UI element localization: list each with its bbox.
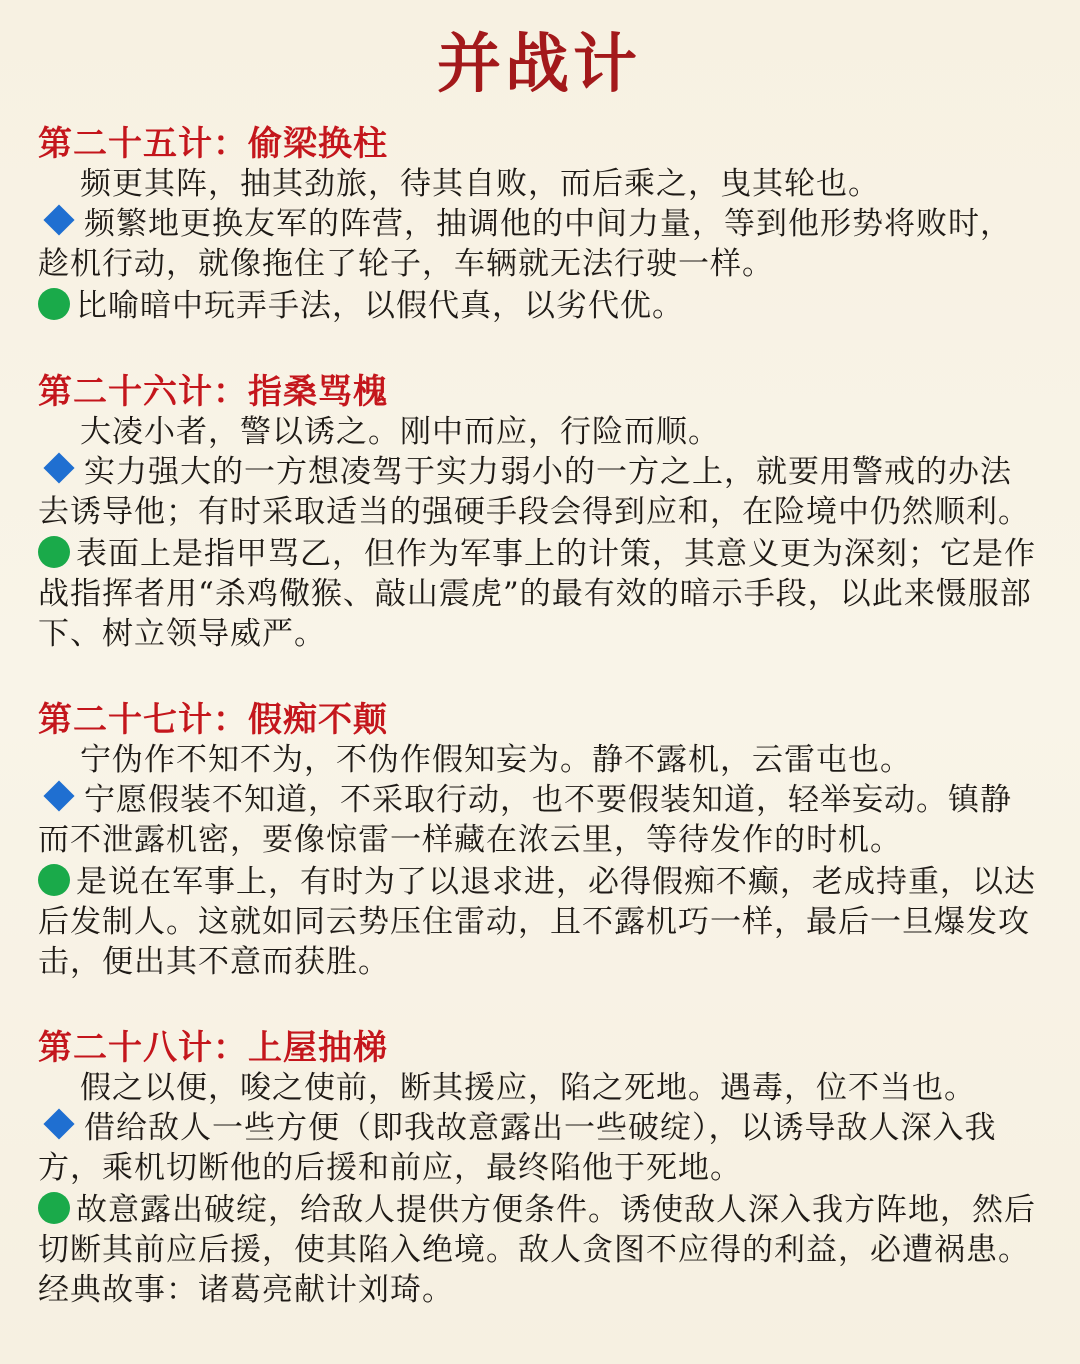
note-text: 是说在军事上，有时为了以退求进，必得假痴不癫，老成持重，以达后发制人。这就如同云势压住雷动，且不露机巧一样，最后一旦爆发攻击，便出其不意而获胜。 [38, 864, 1036, 980]
translation-text: 频繁地更换友军的阵营，抽调他的中间力量，等到他形势将败时，趁机行动，就像拖住了轮子，车辆就无法行驶一样。 [38, 206, 1012, 282]
page-title: 并战计 [437, 27, 641, 102]
section-27 [38, 700, 1040, 982]
section-26 [38, 372, 1040, 654]
note-text: 表面上是指甲骂乙，但作为军事上的计策，其意义更为深刻；它是作战指挥者用“杀鸡儆猴、敲山震虎”的最有效的暗示手段，以此来慑服部下、树立领导威严。 [38, 536, 1036, 652]
note-text: 比喻暗中玩弄手法，以假代真，以劣代优。 [76, 288, 684, 324]
blue-diamond-icon [43, 204, 74, 235]
translation-text: 宁愿假装不知道，不采取行动，也不要假装知道，轻举妄动。镇静而不泄露机密，要像惊雷一样藏在浓云里，等待发作的时机。 [38, 782, 1012, 858]
original-text: 频更其阵，抽其劲旅，待其自败，而后乘之，曳其轮也。 [80, 166, 880, 202]
section-heading: 第二十五计：偷梁换柱 [38, 124, 388, 164]
translation-text: 借给敌人一些方便（即我故意露出一些破绽），以诱导敌人深入我方，乘机切断他的后援和前应，最终陷他于死地。 [38, 1110, 997, 1186]
section-heading: 第二十八计：上屋抽梯 [38, 1028, 388, 1068]
blue-diamond-icon [43, 452, 74, 483]
translation-text: 实力强大的一方想凌驾于实力弱小的一方之上，就要用警戒的办法去诱导他；有时采取适当的强硬手段会得到应和，在险境中仍然顺利。 [38, 454, 1030, 530]
note-text: 故意露出破绽，给敌人提供方便条件。诱使敌人深入我方阵地，然后切断其前应后援，使其陷入绝境。敌人贪图不应得的利益，必遭祸患。经典故事：诸葛亮献计刘琦。 [38, 1192, 1036, 1308]
green-circle-icon [38, 288, 70, 320]
translation-paragraph [38, 780, 1040, 860]
section-heading: 第二十七计：假痴不颠 [38, 700, 388, 740]
blue-diamond-icon [43, 1108, 74, 1139]
original-text: 假之以便，唆之使前，断其援应，陷之死地。遇毒，位不当也。 [80, 1070, 976, 1106]
green-circle-icon [38, 536, 70, 568]
section-heading: 第二十六计：指桑骂槐 [38, 372, 388, 412]
note-paragraph [38, 284, 1040, 326]
note-paragraph [38, 1188, 1040, 1310]
green-circle-icon [38, 864, 70, 896]
green-circle-icon [38, 1192, 70, 1224]
translation-paragraph [38, 204, 1040, 284]
original-text: 宁伪作不知不为，不伪作假知妄为。静不露机，云雷屯也。 [80, 742, 912, 778]
section-25 [38, 124, 1040, 326]
blue-diamond-icon [43, 780, 74, 811]
translation-paragraph [38, 452, 1040, 532]
note-paragraph [38, 860, 1040, 982]
original-text: 大凌小者，警以诱之。刚中而应，行险而顺。 [80, 414, 720, 450]
section-28 [38, 1028, 1040, 1310]
translation-paragraph [38, 1108, 1040, 1188]
note-paragraph [38, 532, 1040, 654]
